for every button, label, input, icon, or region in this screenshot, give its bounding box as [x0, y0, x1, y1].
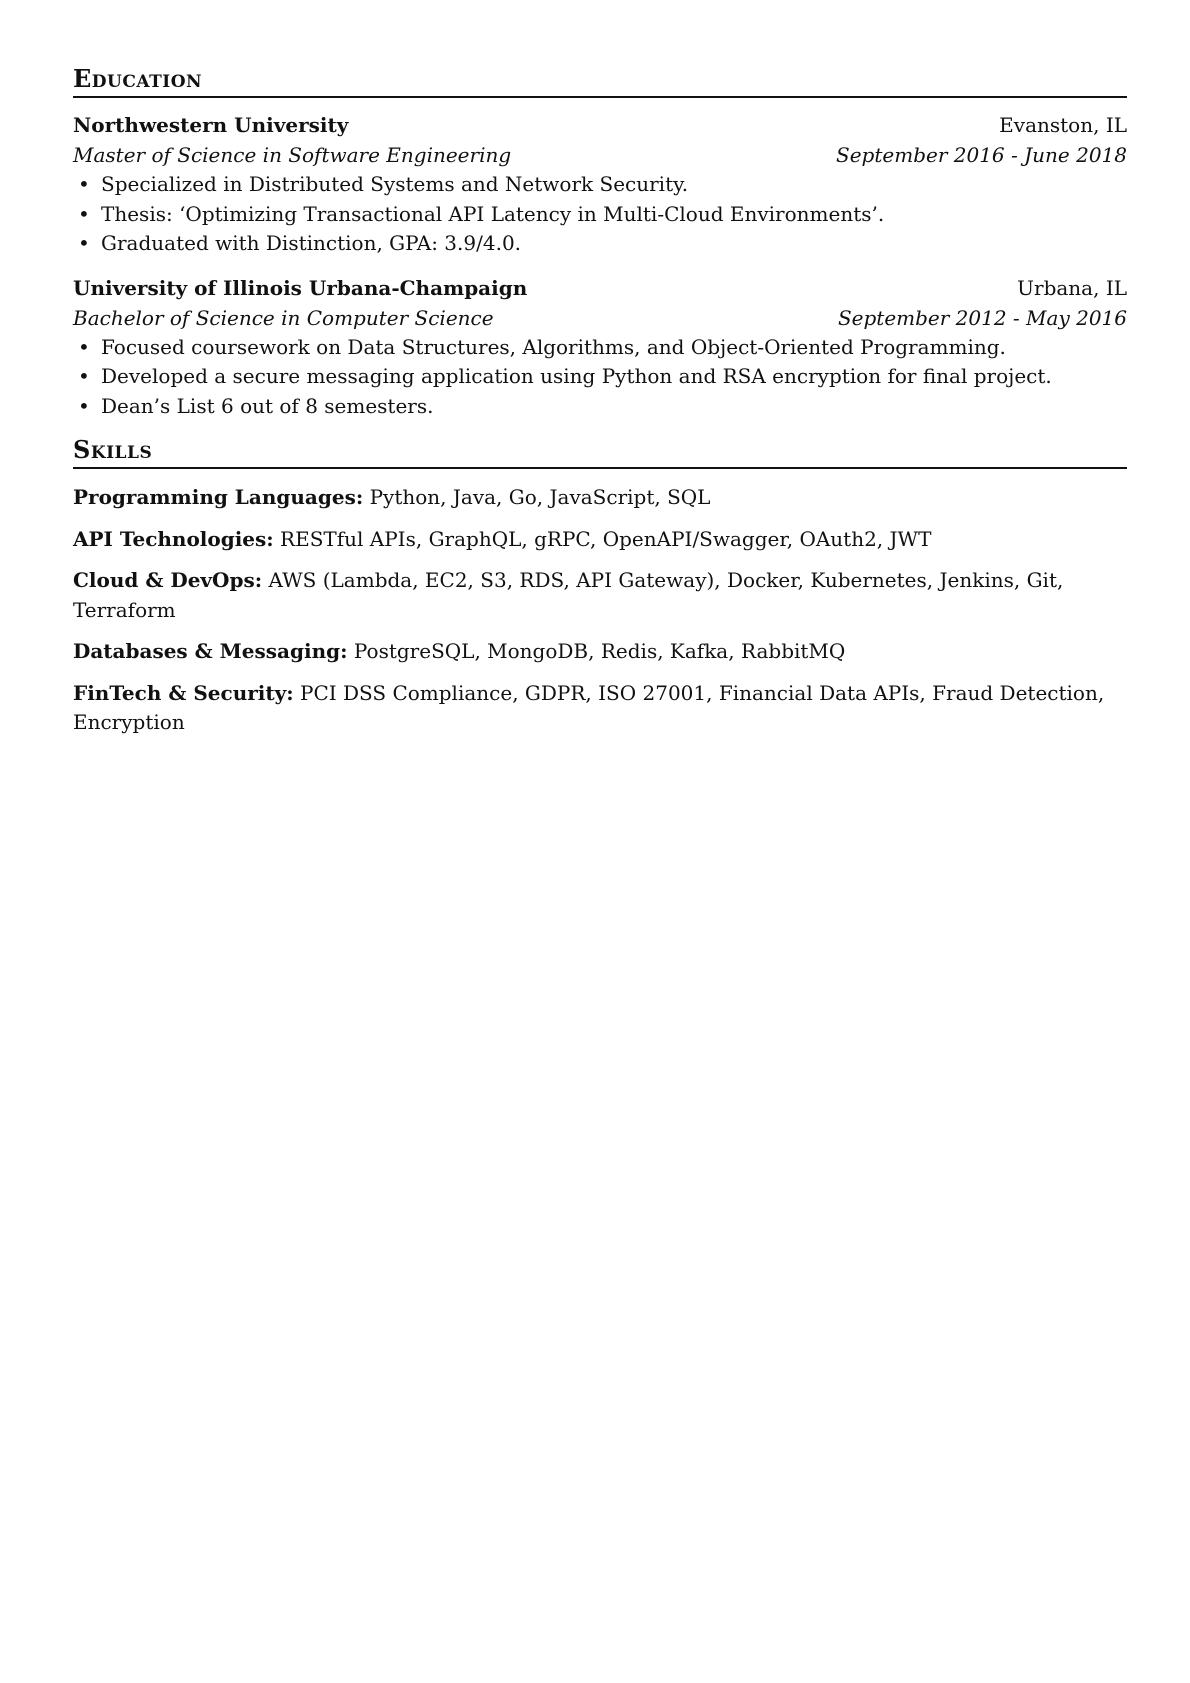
skill-label: Cloud & DevOps:	[73, 568, 263, 592]
degree-dates: September 2012 - May 2016	[837, 305, 1127, 330]
resume-page	[73, 64, 1127, 750]
education-entry	[73, 110, 1127, 259]
education-entry-subheader	[73, 303, 1127, 333]
skill-label: Programming Languages:	[73, 485, 364, 509]
degree-dates: September 2016 - June 2018	[836, 143, 1127, 167]
education-entry	[73, 273, 1127, 422]
skill-line	[73, 525, 1127, 555]
list-item: • Dean’s List 6 out of 8 semesters.	[73, 392, 1127, 422]
list-item: • Specialized in Distributed Systems and Network Security.	[73, 170, 1127, 200]
skill-line	[73, 637, 1127, 667]
institution-name: University of Illinois Urbana-Champaign	[73, 275, 528, 300]
skill-label: FinTech & Security:	[73, 680, 294, 705]
skill-line	[73, 679, 1127, 738]
skill-value: AWS (Lambda, EC2, S3, RDS, API Gateway), Docker, Kubernetes, Jenkins, Git, Terraform	[73, 568, 1064, 622]
education-entry-header	[73, 273, 1127, 303]
education-bullets	[73, 170, 1127, 259]
education-entry-subheader	[73, 140, 1127, 170]
education-heading: Education	[73, 64, 1127, 98]
list-item: • Developed a secure messaging application using Python and RSA encryption for final project.	[73, 362, 1127, 392]
skill-line	[73, 483, 1127, 513]
education-entry-header	[73, 110, 1127, 140]
list-item: • Graduated with Distinction, GPA: 3.9/4.0.	[73, 229, 1127, 259]
institution-location: Evanston, IL	[999, 113, 1127, 137]
institution-name: Northwestern University	[73, 113, 349, 137]
skill-value: Python, Java, Go, JavaScript, SQL	[369, 485, 711, 509]
skill-value: RESTful APIs, GraphQL, gRPC, OpenAPI/Swagger, OAuth2, JWT	[280, 526, 932, 551]
skill-label: API Technologies:	[73, 526, 274, 551]
skills-list	[73, 483, 1127, 738]
skill-label: Databases & Messaging:	[73, 639, 348, 663]
skill-line	[73, 566, 1127, 625]
list-item: • Thesis: ‘Optimizing Transactional API Latency in Multi-Cloud Environments’.	[73, 200, 1127, 230]
degree-title: Bachelor of Science in Computer Science	[73, 305, 494, 330]
skill-value: PostgreSQL, MongoDB, Redis, Kafka, RabbitMQ	[353, 639, 846, 663]
institution-location: Urbana, IL	[1017, 275, 1127, 300]
degree-title: Master of Science in Software Engineering	[73, 143, 512, 167]
education-bullets	[73, 333, 1127, 422]
skill-value: PCI DSS Compliance, GDPR, ISO 27001, Financial Data APIs, Fraud Detection, Encryption	[73, 680, 1105, 734]
list-item: • Focused coursework on Data Structures, Algorithms, and Object-Oriented Programming.	[73, 333, 1127, 363]
skills-heading: Skills	[73, 435, 1127, 469]
